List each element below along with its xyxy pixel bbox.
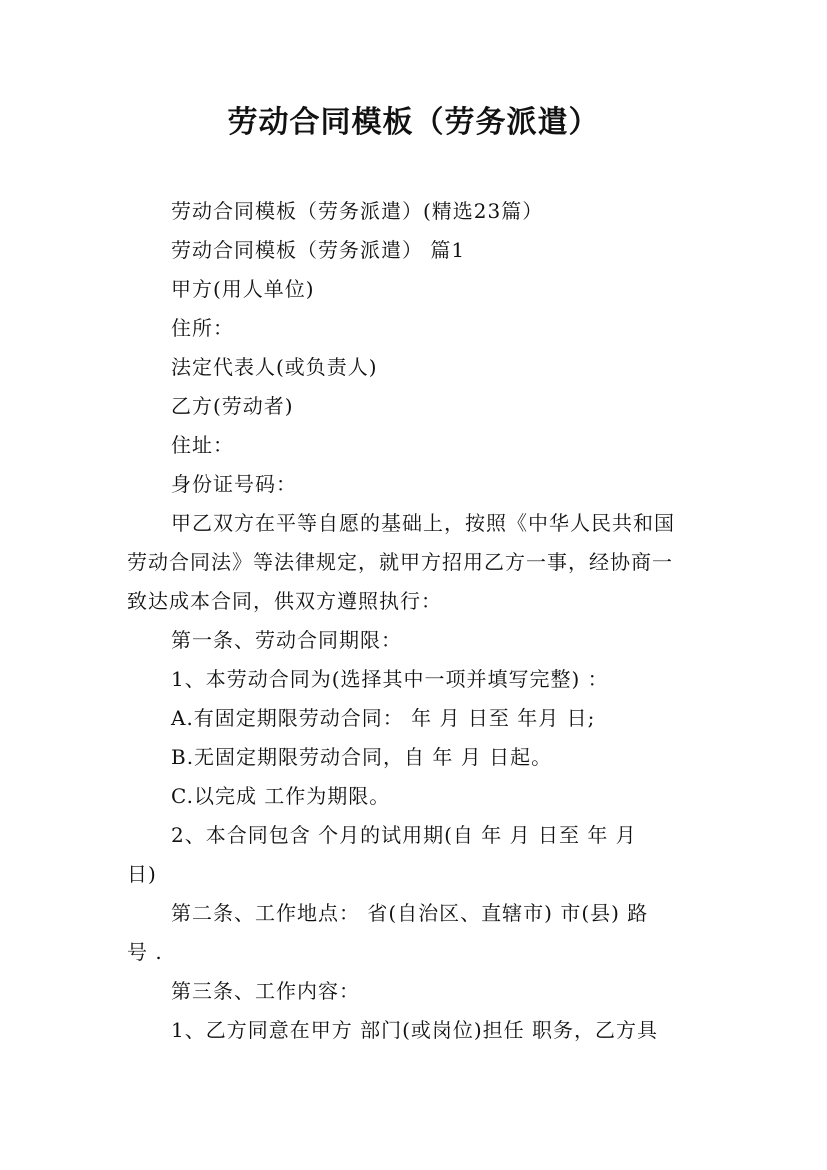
doc-line-party-b: 乙方(劳动者) bbox=[171, 394, 294, 418]
doc-clause-line: 1、乙方同意在甲方 部门(或岗位)担任 职务，乙方具 bbox=[171, 1018, 659, 1042]
doc-line-subtitle: 劳动合同模板（劳务派遣）(精选23篇） bbox=[171, 199, 544, 223]
doc-paragraph-line: 劳动合同法》等法律规定，就甲方招用乙方一事，经协商一 bbox=[127, 550, 673, 574]
doc-line-address-b: 住址： bbox=[171, 433, 234, 457]
doc-paragraph-line: 致达成本合同，供双方遵照执行： bbox=[127, 589, 442, 613]
doc-line-address-a: 住所： bbox=[171, 316, 234, 340]
doc-line-party-a: 甲方(用人单位) bbox=[171, 277, 315, 301]
doc-line-legal-rep: 法定代表人(或负责人) bbox=[171, 355, 378, 379]
document-title: 劳动合同模板（劳务派遣） bbox=[227, 105, 600, 140]
doc-article-2: 第二条、工作地点： 省(自治区、直辖市) 市(县) 路 bbox=[171, 901, 649, 925]
doc-clause-line: 号 . bbox=[127, 940, 163, 964]
doc-clause-line: A.有固定期限劳动合同： 年 月 日至 年月 日; bbox=[171, 706, 596, 730]
doc-clause-line: 2、本合同包含 个月的试用期(自 年 月 日至 年 月 bbox=[171, 823, 637, 847]
doc-clause-line: 日) bbox=[127, 862, 157, 886]
doc-article-3: 第三条、工作内容： bbox=[171, 979, 360, 1003]
doc-line-id-number: 身份证号码： bbox=[171, 472, 297, 496]
doc-article-1: 第一条、劳动合同期限： bbox=[171, 628, 402, 652]
doc-clause-line: 1、本劳动合同为(选择其中一项并填写完整) ： bbox=[171, 667, 609, 691]
doc-line-section: 劳动合同模板（劳务派遣） 篇1 bbox=[171, 238, 466, 262]
doc-clause-line: C.以完成 工作为期限。 bbox=[171, 784, 391, 808]
doc-clause-line: B.无固定期限劳动合同，自 年 月 日起。 bbox=[171, 745, 553, 769]
doc-paragraph-line: 甲乙双方在平等自愿的基础上，按照《中华人民共和国 bbox=[171, 511, 675, 535]
